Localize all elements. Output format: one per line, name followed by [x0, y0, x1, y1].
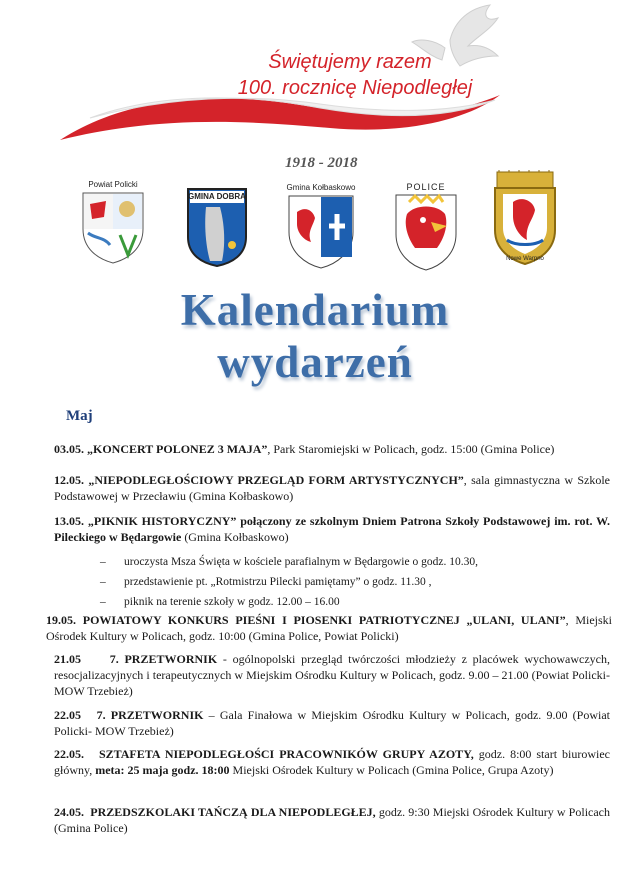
title-line2: wydarzeń [217, 337, 413, 387]
event-date: 22.05 [54, 708, 81, 722]
event-entry [54, 513, 610, 545]
event-name: 7. PRZETWORNIK [96, 708, 204, 722]
event-details: , sala gimnastyczna w Szkole Podstawowej w Przecławiu (Gmina Kołbaskowo) [54, 473, 610, 503]
crest-label: Powiat Policki [88, 180, 138, 189]
event-date: 19.05. [46, 613, 76, 627]
crest-police [393, 182, 459, 272]
event-finish: meta: 25 maja godz. 18:00 [95, 763, 230, 777]
banner-line1: Świętujemy razem [268, 51, 432, 73]
event-details: – Gala Finałowa w Miejskim Ośrodku Kultury w Policach, godz. 9.00 (Powiat Policki- MOW Trzebież) [54, 708, 610, 738]
crest-dobra [186, 187, 248, 272]
crest-label: Gmina Kołbaskowo [286, 183, 356, 192]
crest-label: Nowe Warpno [506, 256, 544, 262]
banner-graphic [50, 0, 540, 150]
powiat-crest-icon [78, 189, 148, 265]
event-details: Miejski Ośrodek Kultury w Policach (Gmina Police, Grupa Azoty) [229, 763, 554, 777]
event-entry [54, 441, 614, 457]
event-entry [54, 472, 610, 504]
crest-nowe-warpno [489, 170, 561, 270]
event-name: SZTAFETA NIEPODLEGŁOŚCI PRACOWNIKÓW GRUPY AZOTY, [98, 747, 474, 761]
crest-kolbaskowo [285, 183, 357, 273]
event-details: , Miejski Ośrodek Kultury w Policach, godz. 10:00 (Gmina Police, Powiat Policki) [46, 613, 613, 643]
event-date: 12.05. [54, 473, 84, 487]
event-details: , Park Staromiejski w Policach, godz. 15:00 (Gmina Police) [267, 442, 555, 456]
police-crest-icon [393, 192, 459, 272]
crest-powiat [78, 180, 148, 270]
event-date: 22.05. [54, 747, 84, 761]
crest-label: POLICE [406, 182, 446, 192]
event-details: (Gmina Kołbaskowo) [181, 530, 289, 544]
event-details: godz. 9:30 Miejski Ośrodek Kultury w Policach (Gmina Police) [54, 805, 611, 835]
event-name: „NIEPODLEGŁOŚCIOWY PRZEGLĄD FORM ARTYSTYCZNYCH” [88, 473, 464, 487]
years-label: 1918 - 2018 [285, 155, 358, 171]
event-date: 21.05 [54, 652, 81, 666]
event-name: „PIKNIK HISTORYCZNY” połączony ze szkolnym Dniem Patrona Szkoły Podstawowej im. rot. W. Pileckiego w Będargowie [54, 514, 610, 544]
event-name: 7. PRZETWORNIK [109, 652, 218, 666]
month-heading: Maj [66, 408, 93, 424]
nowe-warpno-crest-icon [489, 170, 561, 270]
event-name: PRZEDSZKOLAKI TAŃCZĄ DLA NIEPODLEGŁEJ, [90, 805, 376, 819]
event-name: „KONCERT POLONEZ 3 MAJA” [87, 442, 268, 456]
banner-line2: 100. rocznicę Niepodległej [237, 77, 473, 99]
event-entry [54, 707, 610, 739]
crest-label: GMINA DOBRA [188, 192, 246, 201]
event-entry [46, 612, 612, 644]
event-details: godz. 8:00 start biurowiec główny, [54, 747, 611, 777]
event-details: - ogólnopolski przegląd twórczości młodzieży z placówek wychowawczych, resocjalizacyjnych i terapeutycznych w Miejskim Ośrodku Kultury w Policach, godz. 9.00 – 21.00 (Powiat Policki- MOW Trzebież) [54, 652, 611, 698]
list-item: – uroczysta Msza Święta w kościele parafialnym w Będargowie o godz. 10.30, [100, 556, 478, 568]
kolbaskowo-crest-icon [285, 192, 357, 270]
event-entry [54, 746, 610, 778]
event-entry [54, 651, 610, 699]
event-name: POWIATOWY KONKURS PIEŚNI I PIOSENKI PATRIOTYCZNEJ „ULANI, ULANI” [82, 613, 566, 627]
event-entry [54, 804, 610, 836]
picnic-list [100, 554, 620, 610]
event-date: 13.05. [54, 514, 84, 528]
list-item: – piknik na terenie szkoły w godz. 12.00 – 16.00 [100, 596, 340, 608]
title-line1: Kalendarium [180, 285, 450, 335]
list-item: – przedstawienie pt. „Rotmistrzu Pilecki pamiętamy” o godz. 11.30 , [100, 576, 432, 588]
event-date: 24.05. [54, 805, 84, 819]
event-date: 03.05. [54, 442, 84, 456]
